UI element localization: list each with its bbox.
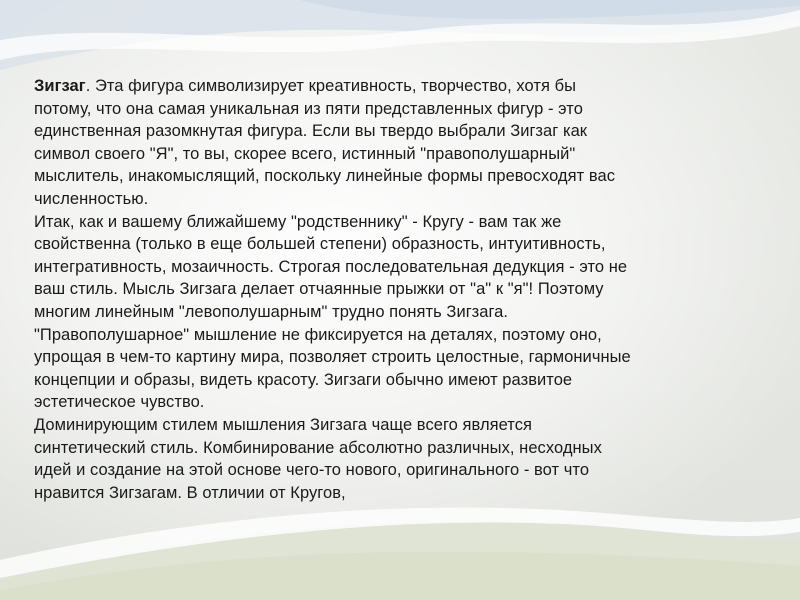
- text-line: свойственна (только в еще большей степени) образность, интуитивность,: [34, 235, 606, 254]
- text-line: единственная разомкнутая фигура. Если вы твердо выбрали Зигзаг как: [34, 122, 588, 141]
- text-line: многим линейным "левополушарным" трудно понять Зигзага.: [34, 302, 509, 321]
- text-line: нравится Зигзагам. В отличии от Кругов,: [34, 483, 346, 502]
- text-line: символ своего "Я", то вы, скорее всего, истинный "правополушарный": [34, 144, 576, 163]
- paragraph-3: [34, 414, 774, 504]
- text-line: синтетический стиль. Комбинирование абсолютно различных, несходных: [34, 438, 602, 457]
- paragraph-2: [34, 211, 774, 414]
- text-line: концепции и образы, видеть красоту. Зигзаги обычно имеют развитое: [34, 370, 573, 389]
- term-zigzag: Зигзаг: [34, 77, 86, 95]
- paragraph-1: [34, 75, 774, 211]
- text-line: численностью.: [34, 189, 149, 208]
- text-line: мыслитель, инакомыслящий, поскольку линейные формы превосходят вас: [34, 167, 615, 186]
- text-line: интегративность, мозаичность. Строгая последовательная дедукция - это не: [34, 257, 628, 276]
- slide-body-text: [34, 75, 774, 504]
- text-line: эстетическое чувство.: [34, 393, 205, 412]
- text-line: идей и создание на этой основе чего-то нового, оригинального - вот что: [34, 461, 590, 480]
- text-line: Итак, как и вашему ближайшему "родственнику" - Кругу - вам так же: [34, 212, 562, 231]
- text-line: потому, что она самая уникальная из пяти представленных фигур - это: [34, 99, 583, 118]
- text-line: Доминирующим стилем мышления Зигзага чаще всего является: [34, 415, 533, 434]
- text-line: ваш стиль. Мысль Зигзага делает отчаянные прыжки от "а" к "я"! Поэтому: [34, 280, 604, 299]
- text-fragment: . Эта фигура символизирует креативность, творчество, хотя бы: [85, 77, 577, 95]
- text-line: [34, 75, 774, 98]
- text-line: упрощая в чем-то картину мира, позволяет строить целостные, гармоничные: [34, 348, 631, 367]
- text-line: "Правополушарное" мышление не фиксируется на деталях, поэтому оно,: [34, 325, 602, 344]
